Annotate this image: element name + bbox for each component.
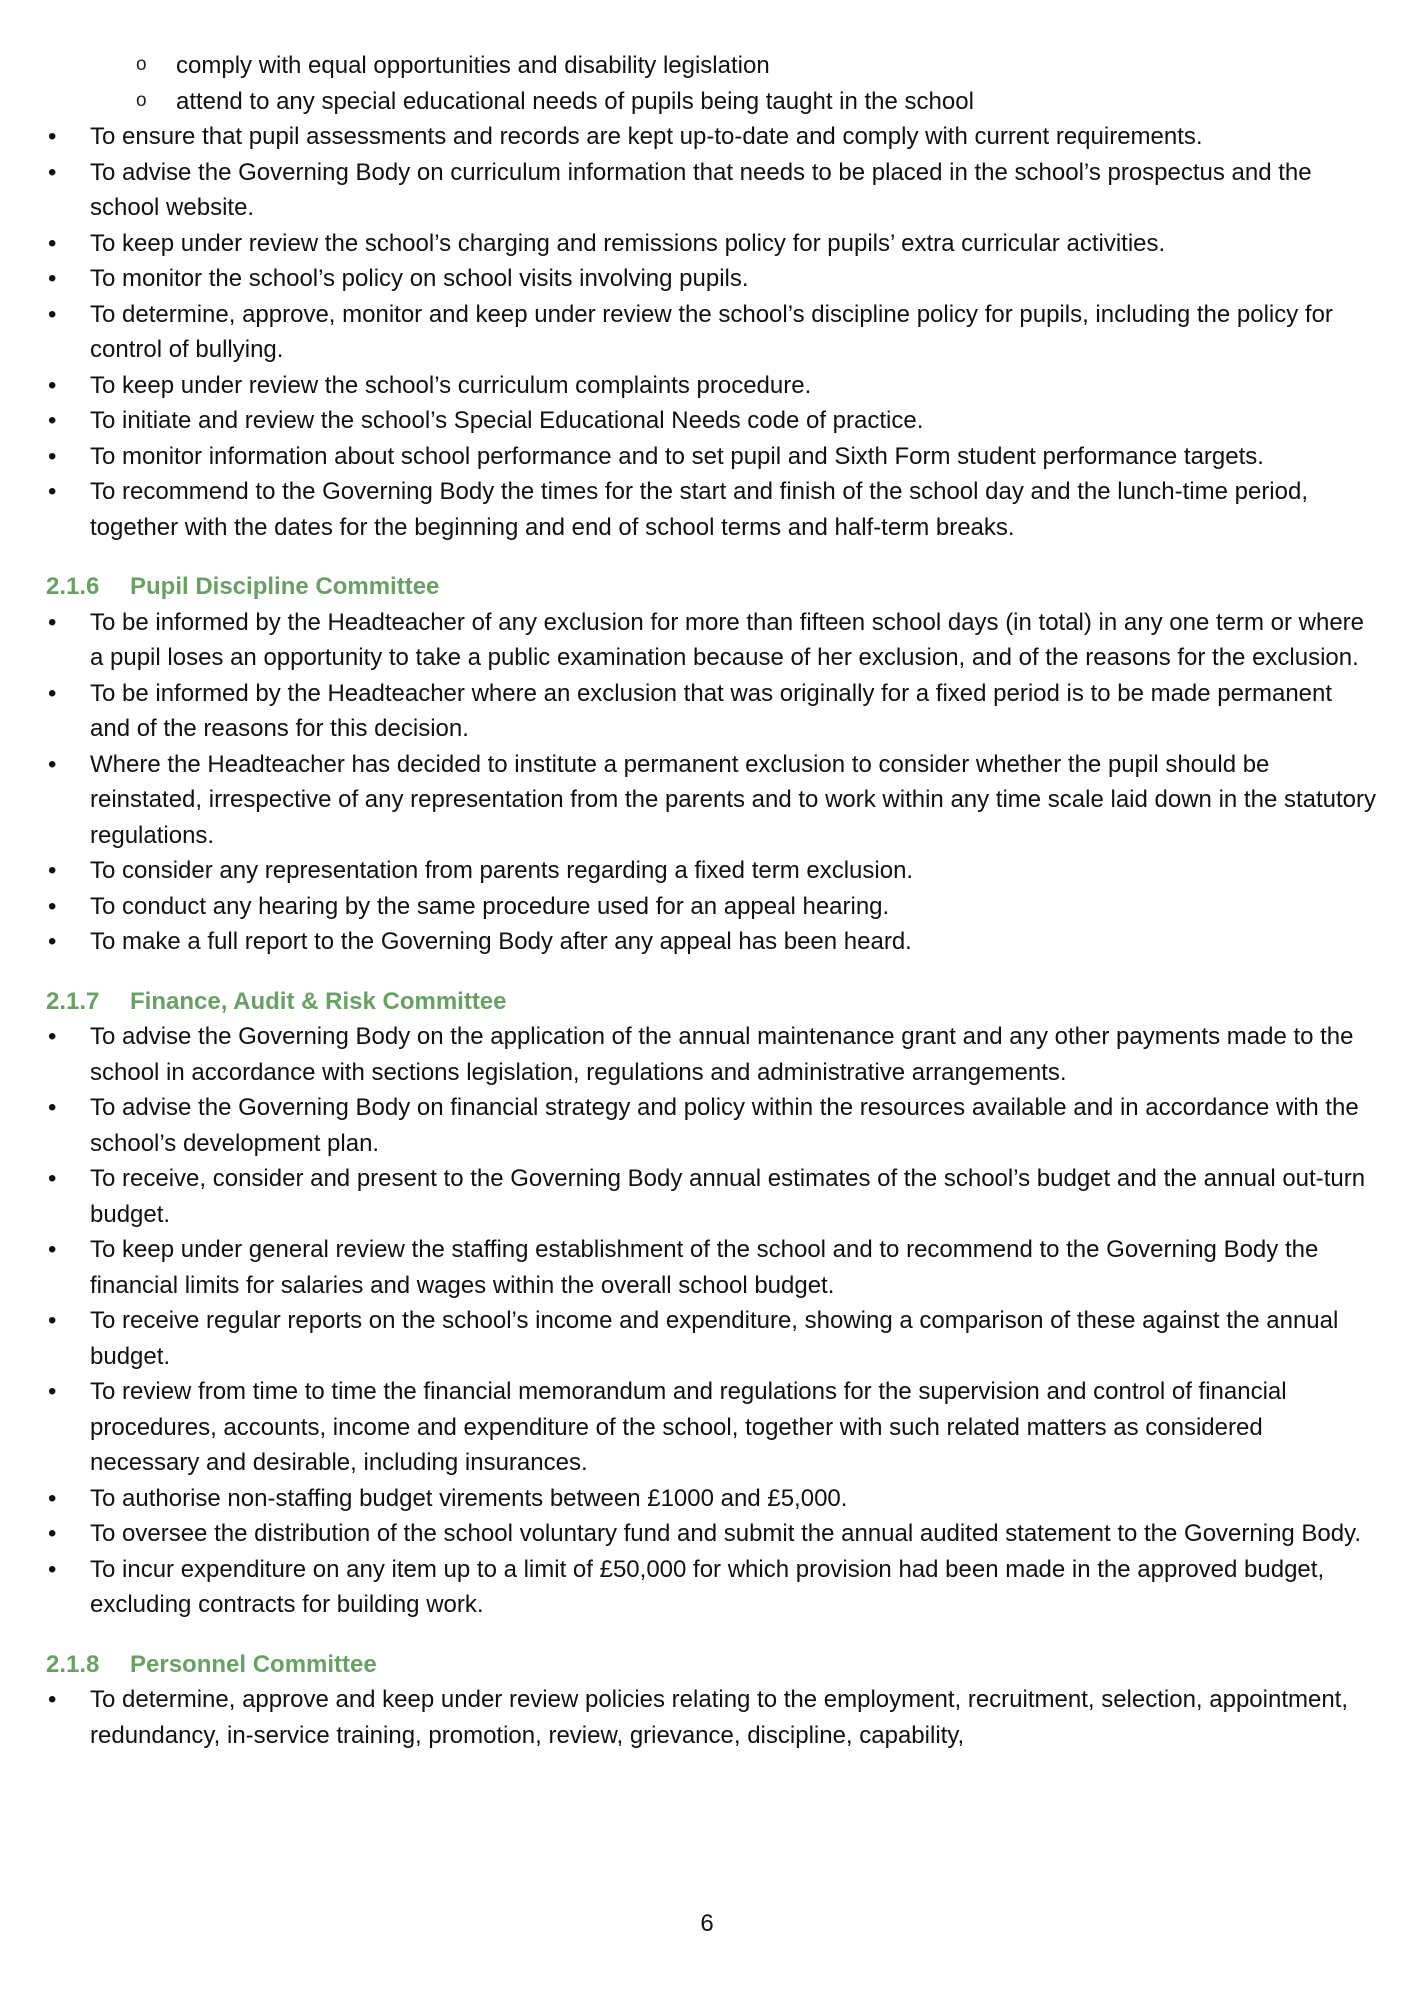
list-item: • To be informed by the Headteacher where an exclusion that was originally for a fixed period is to be made permanent and of the reasons for this decision. (46, 676, 1376, 747)
list-item: • To advise the Governing Body on the application of the annual maintenance grant and any other payments made to the school in accordance with sections legislation, regulations and administrative arrangements. (46, 1019, 1376, 1090)
list-item: • To incur expenditure on any item up to a limit of £50,000 for which provision had been made in the approved budget, excluding contracts for building work. (46, 1552, 1376, 1623)
section-title: Finance, Audit & Risk Committee (130, 987, 507, 1015)
intro-list (46, 48, 1376, 545)
section-heading-pupil-discipline (46, 569, 1376, 605)
section-title: Pupil Discipline Committee (130, 573, 440, 600)
list-item: • To monitor the school’s policy on school visits involving pupils. (46, 261, 1376, 297)
list-item: • To be informed by the Headteacher of any exclusion for more than fifteen school days (in total) in any one term or where a pupil loses an opportunity to take a public examination because of her exclusion, and of the reasons for the exclusion. (46, 605, 1376, 676)
list-item: • To keep under review the school’s charging and remissions policy for pupils’ extra curricular activities. (46, 226, 1376, 262)
finance-list (46, 1019, 1376, 1623)
list-item: • To consider any representation from parents regarding a fixed term exclusion. (46, 853, 1376, 889)
list-item: • To oversee the distribution of the school voluntary fund and submit the annual audited statement to the Governing Body. (46, 1516, 1376, 1552)
list-item: • To advise the Governing Body on curriculum information that needs to be placed in the school’s prospectus and the school website. (46, 155, 1376, 226)
list-item: • To monitor information about school performance and to set pupil and Sixth Form student performance targets. (46, 439, 1376, 475)
sub-list-item: o comply with equal opportunities and disability legislation (46, 48, 1376, 84)
list-item: • To make a full report to the Governing Body after any appeal has been heard. (46, 924, 1376, 960)
list-item: • To receive regular reports on the school’s income and expenditure, showing a comparison of these against the annual budget. (46, 1303, 1376, 1374)
personnel-list (46, 1682, 1376, 1753)
list-item: • To keep under review the school’s curriculum complaints procedure. (46, 368, 1376, 404)
list-item: • To ensure that pupil assessments and records are kept up-to-date and comply with current requirements. (46, 119, 1376, 155)
section-number: 2.1.8 (46, 1650, 100, 1678)
list-item: • To keep under general review the staffing establishment of the school and to recommend to the Governing Body the financial limits for salaries and wages within the overall school budget. (46, 1232, 1376, 1303)
list-item: • To recommend to the Governing Body the times for the start and finish of the school day and the lunch-time period, together with the dates for the beginning and end of school terms and half-term breaks. (46, 474, 1376, 545)
list-item: • To determine, approve and keep under review policies relating to the employment, recruitment, selection, appointment, redundancy, in-service training, promotion, review, grievance, discipline, capability, (46, 1682, 1376, 1753)
list-item: • To initiate and review the school’s Special Educational Needs code of practice. (46, 403, 1376, 439)
list-item: • To determine, approve, monitor and keep under review the school’s discipline policy for pupils, including the policy for control of bullying. (46, 297, 1376, 368)
page-content (46, 48, 1376, 1753)
pupil-discipline-list (46, 605, 1376, 960)
list-item: • Where the Headteacher has decided to institute a permanent exclusion to consider whether the pupil should be reinstated, irrespective of any representation from the parents and to work within any time scale laid down in the statutory regulations. (46, 747, 1376, 854)
section-number: 2.1.7 (46, 987, 100, 1015)
section-heading-personnel (46, 1647, 1376, 1683)
list-item: • To advise the Governing Body on financial strategy and policy within the resources available and in accordance with the school’s development plan. (46, 1090, 1376, 1161)
sub-list-item: o attend to any special educational needs of pupils being taught in the school (46, 84, 1376, 120)
page-number: 6 (700, 1910, 714, 1937)
section-number: 2.1.6 (46, 573, 100, 600)
list-item: • To receive, consider and present to the Governing Body annual estimates of the school’s budget and the annual out-turn budget. (46, 1161, 1376, 1232)
list-item: • To review from time to time the financial memorandum and regulations for the supervision and control of financial procedures, accounts, income and expenditure of the school, together with such related matters as considered necessary and desirable, including insurances. (46, 1374, 1376, 1481)
section-title: Personnel Committee (130, 1650, 377, 1678)
section-heading-finance (46, 984, 1376, 1020)
list-item: • To authorise non-staffing budget virements between £1000 and £5,000. (46, 1481, 1376, 1517)
list-item: • To conduct any hearing by the same procedure used for an appeal hearing. (46, 889, 1376, 925)
